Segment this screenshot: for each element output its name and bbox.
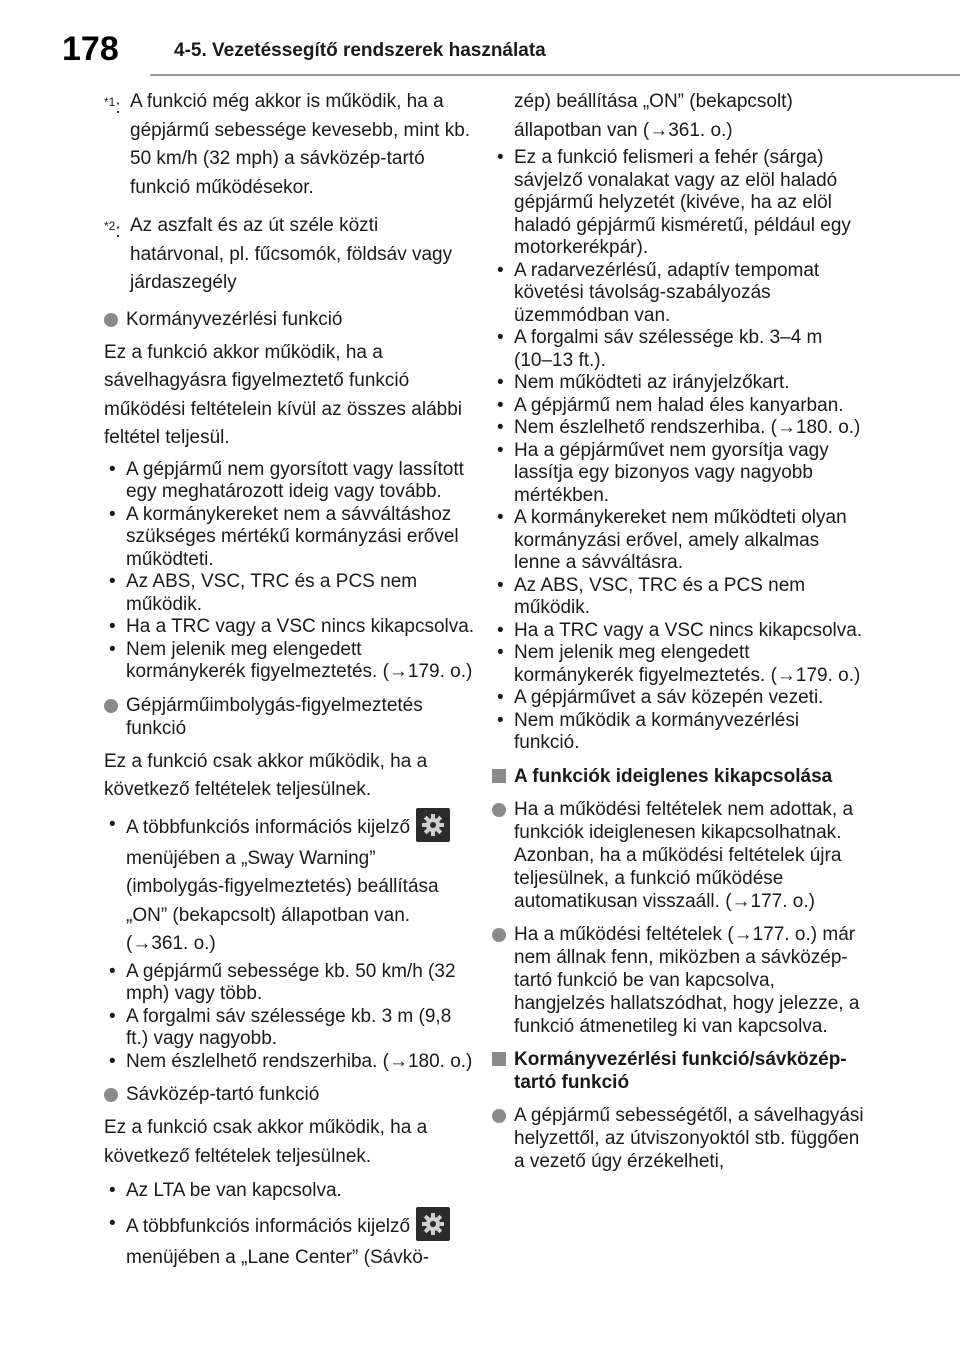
settings-gear-icon xyxy=(416,808,450,842)
steering-lane-paragraph: A gépjármű sebességétől, a sávelhagyási helyzettől, az útviszonyoktól stb. függően a vezető úgy érzékelheti, xyxy=(492,1104,864,1173)
sway-conditions-list xyxy=(104,811,476,1074)
list-item: • Az ABS, VSC, TRC és a PCS nem működik. xyxy=(104,571,476,616)
circle-bullet-icon xyxy=(104,313,118,327)
list-item: • A többfunkciós információs kijelző menüjében a „Sway Warning” (imbolygás-figyelmeztetés) beállítása „ON” (bekapcsolt) állapotban van. (→361. o.) xyxy=(104,811,476,959)
lane-centering-conditions-continued xyxy=(492,147,864,755)
section-heading-steering-lane: Kormányvezérlési funkció/sávközép-tartó funkció xyxy=(492,1048,864,1094)
footnote-1-text: A funkció még akkor is működik, ha a gépjármű sebessége kevesebb, mint kb. 50 km/h (32 mph) a sávközép-tartó funkció működésekor. xyxy=(130,91,471,198)
list-item: • Nem működik a kormányvezérlési funkció. xyxy=(492,710,864,755)
temporary-cancel-paragraph-1: Ha a működési feltételek nem adottak, a funkciók ideiglenesen kikapcsolhatnak. Azonban, ha a működési feltételek újra teljesülnek, a funkció működése automatikusan visszaáll. (→177. o.) xyxy=(492,798,864,913)
list-item: • Ez a funkció felismeri a fehér (sárga) sávjelző vonalakat vagy az elöl haladó gépjármű helyzetét (kivéve, ha az elöl haladó gépjármű kisméretű, például egy motorkerékpár). xyxy=(492,147,864,260)
section-heading-temporary-cancel: A funkciók ideiglenes kikapcsolása xyxy=(492,765,864,788)
list-item: • A forgalmi sáv szélessége kb. 3–4 m (10–13 ft.). xyxy=(492,327,864,372)
list-item: • A gépjármű sebessége kb. 50 km/h (32 mph) vagy több. xyxy=(104,961,476,1006)
footnote-2-text: Az aszfalt és az út széle közti határvonal, pl. fűcsomók, földsáv vagy járdaszegély xyxy=(130,215,453,293)
page-header xyxy=(0,0,960,92)
lane-centering-intro: Ez a funkció csak akkor működik, ha a következő feltételek teljesülnek. xyxy=(104,1117,428,1167)
section-heading-steering: Kormányvezérlési funkció xyxy=(104,308,476,331)
square-bullet-icon xyxy=(492,1052,506,1066)
section-heading-lane-centering: Sávközép-tartó funkció xyxy=(104,1083,476,1106)
list-item: • A kormánykereket nem működteti olyan kormányzási erővel, amely alkalmas lenne a sávváltásra. xyxy=(492,507,864,575)
left-column xyxy=(104,88,476,1278)
lane-centering-conditions-list xyxy=(104,1177,476,1272)
chapter-title: 4-5. Vezetéssegítő rendszerek használata xyxy=(174,40,546,61)
section-heading-sway: Gépjárműimbolygás-figyelmeztetés funkció xyxy=(104,694,476,740)
list-item: • Nem észlelhető rendszerhiba. (→180. o.) xyxy=(104,1051,476,1074)
list-item: • A radarvezérlésű, adaptív tempomat követési távolság-szabályozás üzemmódban van. xyxy=(492,260,864,328)
page-number: 178 xyxy=(62,30,119,68)
list-item: • Ha a TRC vagy a VSC nincs kikapcsolva. xyxy=(104,616,476,639)
list-item: • A többfunkciós információs kijelző menüjében a „Lane Center” (Sávkö- xyxy=(104,1210,476,1273)
list-item: • Nem észlelhető rendszerhiba. (→180. o.) xyxy=(492,417,864,440)
list-item: • A gépjárművet a sáv közepén vezeti. xyxy=(492,687,864,710)
header-divider xyxy=(150,74,960,76)
list-item: • A forgalmi sáv szélessége kb. 3 m (9,8 ft.) vagy nagyobb. xyxy=(104,1006,476,1051)
list-item: • Ha a gépjárművet nem gyorsítja vagy lassítja egy bizonyos vagy nagyobb mértékben. xyxy=(492,440,864,508)
continued-text: zép) beállítása „ON” (bekapcsolt) állapotban van (→361. o.) xyxy=(514,91,793,141)
temporary-cancel-paragraph-2: Ha a működési feltételek (→177. o.) már nem állnak fenn, miközben a sávközép-tartó funkció be van kapcsolva, hangjelzés hallatszódhat, hogy jelezze, a funkció átmenetileg ki van kapcsolva. xyxy=(492,923,864,1038)
sway-intro: Ez a funkció csak akkor működik, ha a következő feltételek teljesülnek. xyxy=(104,750,428,800)
circle-bullet-icon xyxy=(104,1088,118,1102)
footnote-2-mark: *2 xyxy=(104,219,116,233)
list-item: • Nem működteti az irányjelzőkart. xyxy=(492,372,864,395)
list-item: • A gépjármű nem halad éles kanyarban. xyxy=(492,395,864,418)
footnote-1-mark: *1 xyxy=(104,95,116,109)
right-column xyxy=(492,88,864,1181)
list-item: • Az LTA be van kapcsolva. xyxy=(104,1177,476,1206)
square-bullet-icon xyxy=(492,769,506,783)
list-item: • Nem jelenik meg elengedett kormánykerék figyelmeztetés. (→179. o.) xyxy=(492,642,864,687)
footnote-1: $^{*1}$: A funkció még akkor is működik, ha a gépjármű sebessége kevesebb, mint kb. 50 km/h (32 mph) a sávközép-tartó funkció működésekor. xyxy=(104,91,471,198)
circle-bullet-icon xyxy=(104,699,118,713)
circle-bullet-icon xyxy=(492,803,506,817)
footnote-2: $^{*2}$: Az aszfalt és az út széle közti határvonal, pl. fűcsomók, földsáv vagy járdaszegély xyxy=(104,215,453,293)
steering-conditions-list xyxy=(104,459,476,684)
list-item: • A gépjármű nem gyorsított vagy lassított egy meghatározott ideig vagy tovább. xyxy=(104,459,476,504)
settings-gear-icon xyxy=(416,1207,450,1241)
list-item: • Nem jelenik meg elengedett kormánykerék figyelmeztetés. (→179. o.) xyxy=(104,639,476,684)
list-item: • A kormánykereket nem a sávváltáshoz szükséges mértékű kormányzási erővel működteti. xyxy=(104,504,476,572)
circle-bullet-icon xyxy=(492,928,506,942)
list-item: • Ha a TRC vagy a VSC nincs kikapcsolva. xyxy=(492,620,864,643)
list-item: • Az ABS, VSC, TRC és a PCS nem működik. xyxy=(492,575,864,620)
circle-bullet-icon xyxy=(492,1109,506,1123)
steering-intro: Ez a funkció akkor működik, ha a sávelhagyásra figyelmeztető funkció működési feltételein kívül az összes alábbi feltétel teljesül. xyxy=(104,341,463,448)
